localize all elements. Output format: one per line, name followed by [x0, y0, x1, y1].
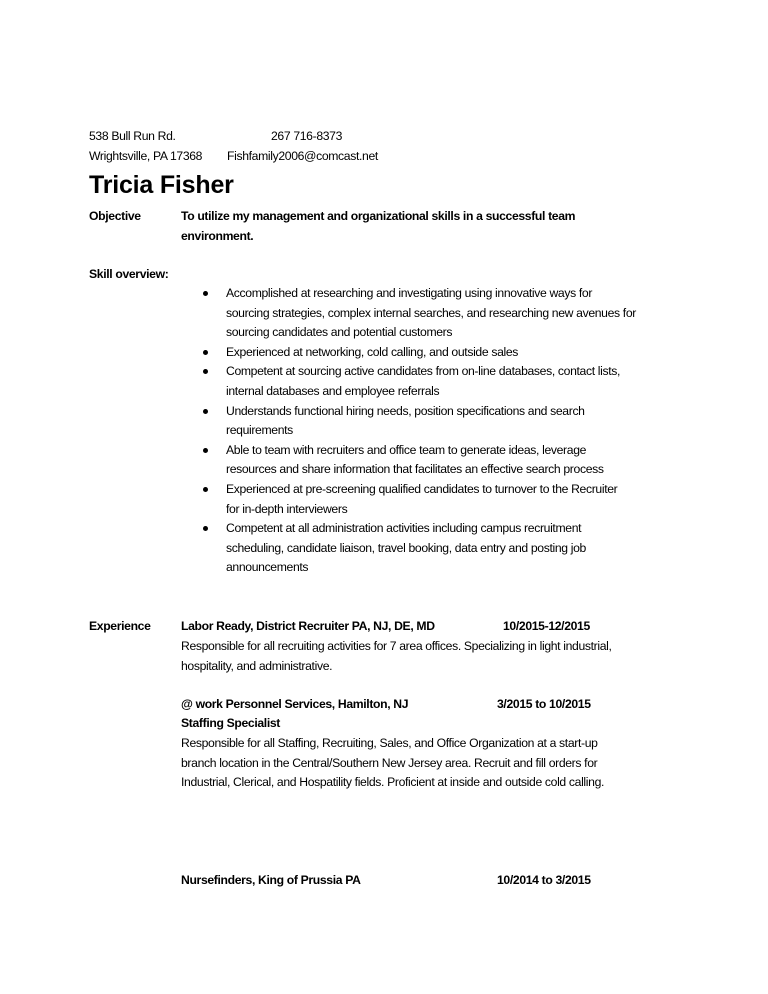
skill-overview-label: Skill overview: [89, 267, 169, 281]
job-title: Staffing Specialist [181, 716, 280, 730]
skill-item-text: Able to team with recruiters and office team to generate ideas, leverage resources and share information that facilitates an effective search process [226, 442, 604, 477]
skill-item-text: Experienced at networking, cold calling, and outside sales [226, 344, 519, 359]
job-dates: 10/2015-12/2015 [503, 619, 590, 633]
skill-item [203, 362, 683, 401]
bullet-icon [203, 487, 208, 492]
bullet-icon [203, 448, 208, 453]
skill-item-text: Competent at all administration activities including campus recruitment scheduling, candidate liaison, travel booking, data entry and posting job announcements [226, 521, 586, 575]
skill-item [203, 480, 683, 519]
job-employer: Nursefinders, King of Prussia PA [181, 873, 361, 887]
skill-item [203, 441, 683, 480]
job-employer: @ work Personnel Services, Hamilton, NJ [181, 697, 409, 711]
bullet-icon [203, 350, 208, 355]
bullet-icon [203, 291, 208, 296]
skill-item-text: Understands functional hiring needs, position specifications and search requirements [226, 403, 585, 438]
email-address: Fishfamily2006@comcast.net [227, 149, 378, 163]
bullet-icon [203, 409, 208, 414]
skill-item [203, 343, 683, 363]
job-description: Responsible for all recruiting activities for 7 area offices. Specializing in light industrial, hospitality, and administrative. [181, 639, 612, 673]
job-description: Responsible for all Staffing, Recruiting, Sales, and Office Organization at a start-up branch location in the Central/Southern New Jersey area. Recruit and fill orders for Industrial, Clerical, and Hospatility fields. Proficient at inside and outside cold calling. [181, 736, 605, 790]
candidate-name: Tricia Fisher [89, 171, 234, 199]
job-dates: 3/2015 to 10/2015 [497, 697, 591, 711]
skill-item [203, 284, 683, 343]
skill-item-text: Accomplished at researching and investigating using innovative ways for sourcing strategies, complex internal searches, and researching new avenues for sourcing candidates and potential customers [226, 286, 636, 340]
phone-number: 267 716-8373 [271, 129, 343, 143]
job-dates: 10/2014 to 3/2015 [497, 873, 591, 887]
skill-item [203, 519, 683, 578]
skill-list [203, 284, 683, 578]
skill-item [203, 402, 683, 441]
address-line-1: 538 Bull Run Rd. [89, 129, 176, 143]
skill-item-text: Competent at sourcing active candidates from on-line databases, contact lists, internal databases and employee referrals [226, 364, 621, 398]
bullet-icon [203, 369, 208, 374]
bullet-icon [203, 526, 208, 531]
address-line-2: Wrightsville, PA 17368 [89, 149, 203, 163]
job-employer: Labor Ready, District Recruiter PA, NJ, DE, MD [181, 619, 435, 633]
skill-item-text: Experienced at pre-screening qualified candidates to turnover to the Recruiter for in-depth interviewers [226, 481, 618, 516]
objective-text-line-2: environment. [181, 229, 254, 243]
experience-label: Experience [89, 619, 151, 633]
objective-text-line-1: To utilize my management and organizational skills in a successful team [181, 209, 576, 223]
objective-label: Objective [89, 209, 141, 223]
